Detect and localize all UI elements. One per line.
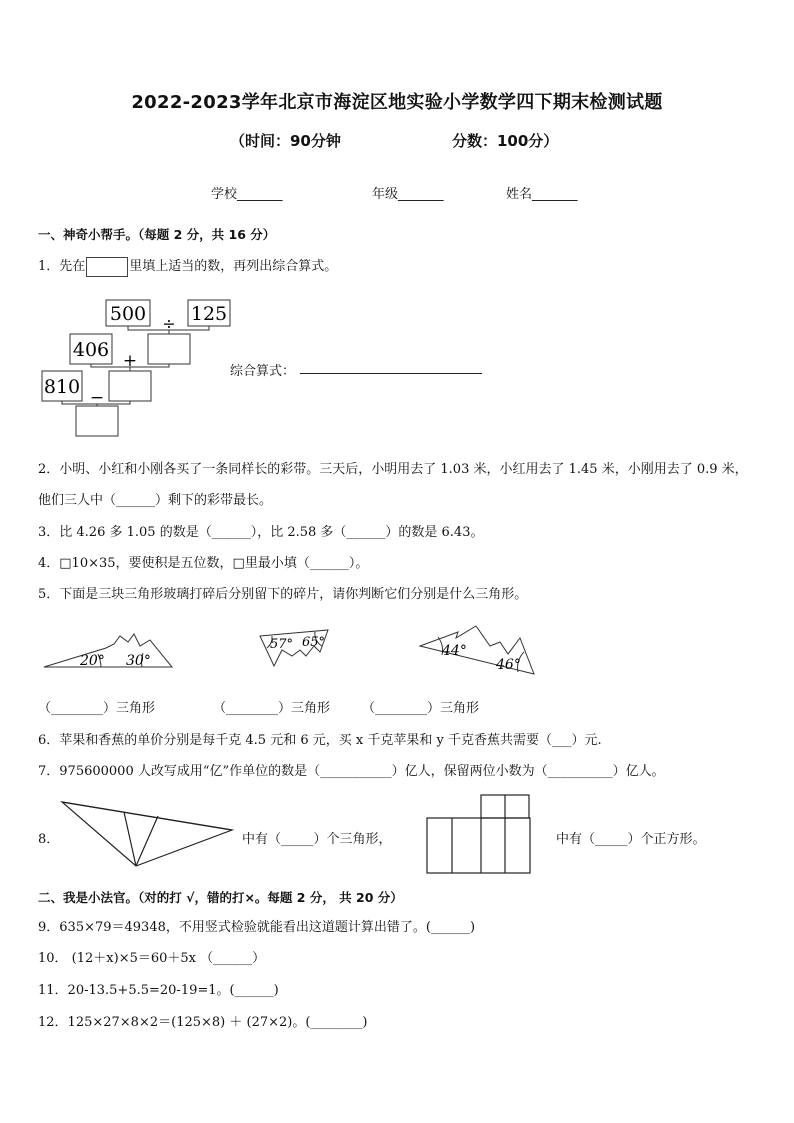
q8-square-figure (425, 793, 533, 875)
num-810: 810 (43, 376, 81, 398)
question-6: 6．苹果和香蕉的单价分别是每千克 4.5 元和 6 元，买 x 千克苹果和 y 千克香蕉共需要（___）元. (38, 733, 602, 748)
shard-1 (44, 634, 172, 667)
minus-sign: − (89, 388, 105, 408)
exam-time: （时间：90分钟 (230, 132, 341, 150)
school-field[interactable]: 学校_______ (211, 187, 283, 202)
angle-57: 57° (270, 637, 294, 652)
q1-suffix: 里填上适当的数，再列出综合算式。 (129, 259, 338, 274)
q1-formula-label: 综合算式： (230, 364, 296, 379)
q1-prefix: 1．先在 (38, 259, 86, 274)
angle-46: 46° (496, 657, 521, 673)
q5-answer-1[interactable]: （________）三角形 (38, 701, 156, 716)
question-10: 10． (12＋x)×5＝60＋5x （______） (38, 951, 266, 966)
top-side (62, 802, 232, 830)
question-2-line2: 他们三人中（______）剩下的彩带最长。 (38, 493, 273, 508)
q5-answer-2[interactable]: （________）三角形 (213, 701, 331, 716)
outer-triangle (62, 802, 232, 866)
q1-operation-diagram (36, 296, 236, 441)
question-2-line1: 2．小明、小红和小刚各买了一条同样长的彩带。三天后，小明用去了 1.03 米，小红用去了 1.45 米，小刚用去了 0.9 米， (38, 462, 748, 477)
q8-triangles-text: 中有（_____）个三角形， (242, 832, 392, 847)
grade-field[interactable]: 年级_______ (372, 187, 444, 202)
question-12: 12．125×27×8×2＝(125×8) ＋ (27×2)。(________) (38, 1015, 368, 1030)
section2-heading: 二、我是小法官。（对的打 √，错的打×。每题 2 分， 共 20 分） (38, 890, 403, 905)
exam-score: 分数：100分） (452, 132, 559, 150)
question-4: 4．□10×35，要使积是五位数，□里最小填（______）。 (38, 556, 369, 571)
question-9: 9．635×79＝49348，不用竖式检验就能看出这道题计算出错了。(______) (38, 920, 476, 935)
name-field[interactable]: 姓名_______ (506, 187, 578, 202)
angle-44: 44° (442, 643, 467, 659)
question-3: 3．比 4.26 多 1.05 的数是（______），比 2.58 多（______）的数是 6.43。 (38, 525, 484, 540)
num-125: 125 (190, 303, 228, 325)
question-7: 7．975600000 人改写成用“亿”作单位的数是（___________）亿人，保留两位小数为（__________）亿人。 (38, 764, 665, 779)
angle-65: 65° (302, 635, 326, 650)
q5-glass-shards (38, 622, 538, 684)
num-406: 406 (72, 339, 110, 361)
plus-sign: + (122, 351, 138, 371)
box-blank-sum[interactable] (109, 371, 151, 401)
section1-heading: 一、神奇小帮手。（每题 2 分，共 16 分） (38, 227, 276, 242)
question-11: 11．20-13.5+5.5=20-19=1。(______) (38, 983, 279, 998)
question-1 (38, 255, 337, 277)
page-title: 2022-2023学年北京市海淀区地实验小学数学四下期末检测试题 (131, 92, 663, 113)
q8-squares-text: 中有（_____）个正方形。 (556, 832, 706, 847)
angle-30: 30° (126, 653, 151, 669)
question-5: 5．下面是三块三角形玻璃打碎后分别留下的碎片，请你判断它们分别是什么三角形。 (38, 587, 528, 602)
q5-answer-3[interactable]: （________）三角形 (362, 701, 480, 716)
vertical-dividers (452, 795, 505, 873)
bottom-rectangle (427, 818, 530, 873)
box-blank-difference[interactable] (76, 406, 118, 436)
divide-sign: ÷ (162, 314, 176, 333)
q1-formula-line[interactable] (300, 373, 482, 374)
angle-20: 20° (80, 653, 105, 669)
q1-blank-box (86, 257, 128, 277)
q8-label: 8． (38, 832, 60, 847)
q8-triangle-figure (58, 798, 236, 870)
num-500: 500 (109, 303, 147, 325)
box-blank-quotient[interactable] (148, 334, 190, 364)
